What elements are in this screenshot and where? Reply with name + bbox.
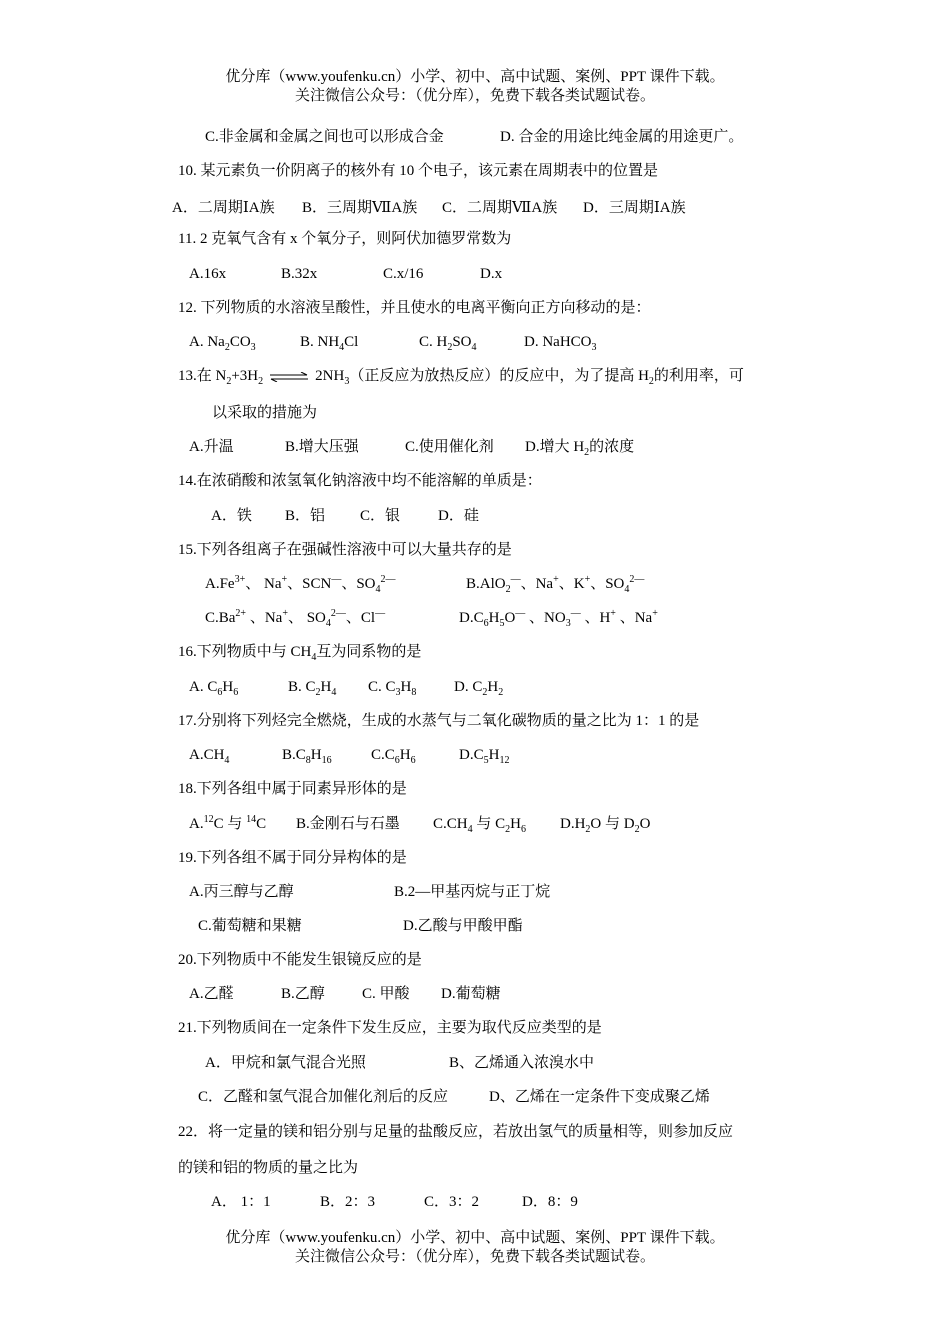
- q17-option-a: $A.CH_4$: [189, 747, 230, 766]
- q20-option-d: D.葡萄糖: [441, 986, 501, 1002]
- q17-option-d: $D.C_5H_{12}$: [459, 747, 510, 766]
- q14-option-b: B．铝: [285, 508, 326, 524]
- q11-option-b: B.32x: [281, 266, 318, 282]
- q16-option-a: A. $C_6H_6$: [189, 679, 239, 698]
- q20-option-c: C. 甲酸: [362, 986, 410, 1002]
- q14-option-a: A．铁: [211, 508, 252, 524]
- q19-option-d: D.乙酸与甲酸甲酯: [403, 918, 523, 934]
- q11-option-a: A.16x: [189, 266, 227, 282]
- q21-option-b: B、乙烯通入浓溴水中: [449, 1055, 595, 1071]
- q10-stem: 10. 某元素负一价阴离子的核外有 10 个电子，该元素在周期表中的位置是: [178, 163, 659, 179]
- q21-option-a: A．甲烷和氯气混合光照: [205, 1055, 366, 1071]
- footer-line-1: 优分库（www.youfenku.cn）小学、初中、高中试题、案例、PPT 课件下载。: [225, 1230, 725, 1246]
- q14-option-d: D．硅: [438, 508, 479, 524]
- q11-option-d: D.x: [480, 266, 503, 282]
- header-line-2: 关注微信公众号：（优分库），免费下载各类试题试卷。: [294, 88, 655, 104]
- q11-option-c: C.x/16: [383, 266, 424, 282]
- q15-option-a: $A.Fe^{3+}$、 Na+、SCN—、$SO_4^{2—}$: [205, 574, 396, 595]
- q16-option-c: C. $C_3H_8$: [368, 679, 417, 698]
- q12-option-c: C. $H_2SO_4$: [419, 334, 477, 353]
- q15-option-d: $D.C_6H_5O^—$ 、$NO_3^—$ 、H+ 、Na+: [459, 608, 658, 629]
- q13-option-c: C.使用催化剂: [405, 439, 494, 455]
- q9-option-c: C.非金属和金属之间也可以形成合金: [205, 129, 444, 145]
- q14-stem: 14.在浓硝酸和浓氢氧化钠溶液中均不能溶解的单质是：: [178, 473, 542, 489]
- q12-stem: 12. 下列物质的水溶液呈酸性，并且使水的电离平衡向正方向移动的是：: [178, 300, 651, 316]
- q22-option-c: C．3：2: [424, 1194, 480, 1210]
- q13-stem: 13.在 $N_2+3H_2$ $2NH_3$（正反应为放热反应）的反应中，为了提高 $H_2$的利用率，可: [178, 368, 744, 387]
- q10-option-d: D．三周期ⅠA族: [583, 200, 686, 216]
- q19-option-a: A.丙三醇与乙醇: [189, 884, 294, 900]
- q15-option-c: $C.Ba^{2+}$ 、Na+、 $SO_4^{2—}$、Cl—: [205, 608, 386, 629]
- q13-option-a: A.升温: [189, 439, 234, 455]
- q10-option-c: C．二周期ⅦA族: [442, 200, 558, 216]
- q22-option-d: D．8：9: [522, 1194, 578, 1210]
- q12-option-a: A. $Na_2CO_3$: [189, 334, 256, 353]
- q21-option-c: C．乙醛和氢气混合加催化剂后的反应: [198, 1089, 449, 1105]
- header-line-1: 优分库（www.youfenku.cn）小学、初中、高中试题、案例、PPT 课件下载。: [225, 69, 725, 85]
- footer-line-2: 关注微信公众号：（优分库），免费下载各类试题试卷。: [294, 1249, 655, 1265]
- q9-option-d: D. 合金的用途比纯金属的用途更广。: [500, 129, 744, 145]
- q18-option-d: $D.H_2O$ 与 $D_2O$: [560, 816, 651, 835]
- q19-option-b: B.2—甲基丙烷与正丁烷: [394, 884, 551, 900]
- q17-stem: 17.分别将下列烃完全燃烧，生成的水蒸气与二氧化碳物质的量之比为 1：1 的是: [178, 713, 700, 729]
- q16-option-b: B. $C_2H_4$: [288, 679, 337, 698]
- q12-option-d: D. NaHCO$_3$: [524, 334, 597, 353]
- q22-stem-line-2: 的镁和铝的物质的量之比为: [178, 1160, 359, 1176]
- q17-option-c: $C.C_6H_6$: [371, 747, 416, 766]
- q22-stem-line-1: 22．将一定量的镁和铝分别与足量的盐酸反应，若放出氢气的质量相等，则参加反应: [178, 1124, 734, 1140]
- q19-option-c: C.葡萄糖和果糖: [198, 918, 302, 934]
- equilibrium-arrow-icon: [269, 372, 309, 382]
- q18-option-b: B.金刚石与石墨: [296, 816, 400, 832]
- q10-option-a: A．二周期ⅠA族: [172, 200, 275, 216]
- q15-stem: 15.下列各组离子在强碱性溶液中可以大量共存的是: [178, 542, 512, 558]
- q13-option-b: B.增大压强: [285, 439, 359, 455]
- q21-stem: 21.下列物质间在一定条件下发生反应，主要为取代反应类型的是: [178, 1020, 602, 1036]
- q21-option-d: D、乙烯在一定条件下变成聚乙烯: [489, 1089, 710, 1105]
- q11-stem: 11. 2 克氧气含有 x 个氧分子，则阿伏加德罗常数为: [178, 231, 512, 247]
- q14-option-c: C．银: [360, 508, 401, 524]
- q13-stem-line-2: 以采取的措施为: [212, 405, 318, 421]
- q18-option-c: $C.CH_4$ 与 $C_2H_6$: [433, 816, 526, 835]
- q19-stem: 19.下列各组不属于同分异构体的是: [178, 850, 407, 866]
- q13-option-d: D.增大 $H_2$的浓度: [525, 439, 635, 458]
- q10-option-b: B．三周期ⅦA族: [302, 200, 418, 216]
- q18-option-a: A.$^{12}$C 与 $^{14}$C: [189, 814, 267, 832]
- q16-option-d: D. $C_2H_2$: [454, 679, 504, 698]
- q16-stem: 16.下列物质中与 $CH_4$互为同系物的是: [178, 644, 422, 663]
- q17-option-b: $B.C_8H_{16}$: [282, 747, 332, 766]
- q22-option-b: B．2：3: [320, 1194, 376, 1210]
- q20-option-b: B.乙醇: [281, 986, 325, 1002]
- q12-option-b: B. $NH_4Cl$: [300, 334, 359, 353]
- q18-stem: 18.下列各组中属于同素异形体的是: [178, 781, 407, 797]
- q15-option-b: B.AlO$_2$—、Na+、K+、$SO_4^{2—}$: [466, 574, 645, 595]
- q20-option-a: A.乙醛: [189, 986, 234, 1002]
- q20-stem: 20.下列物质中不能发生银镜反应的是: [178, 952, 422, 968]
- q22-option-a: A． 1：1: [211, 1194, 271, 1210]
